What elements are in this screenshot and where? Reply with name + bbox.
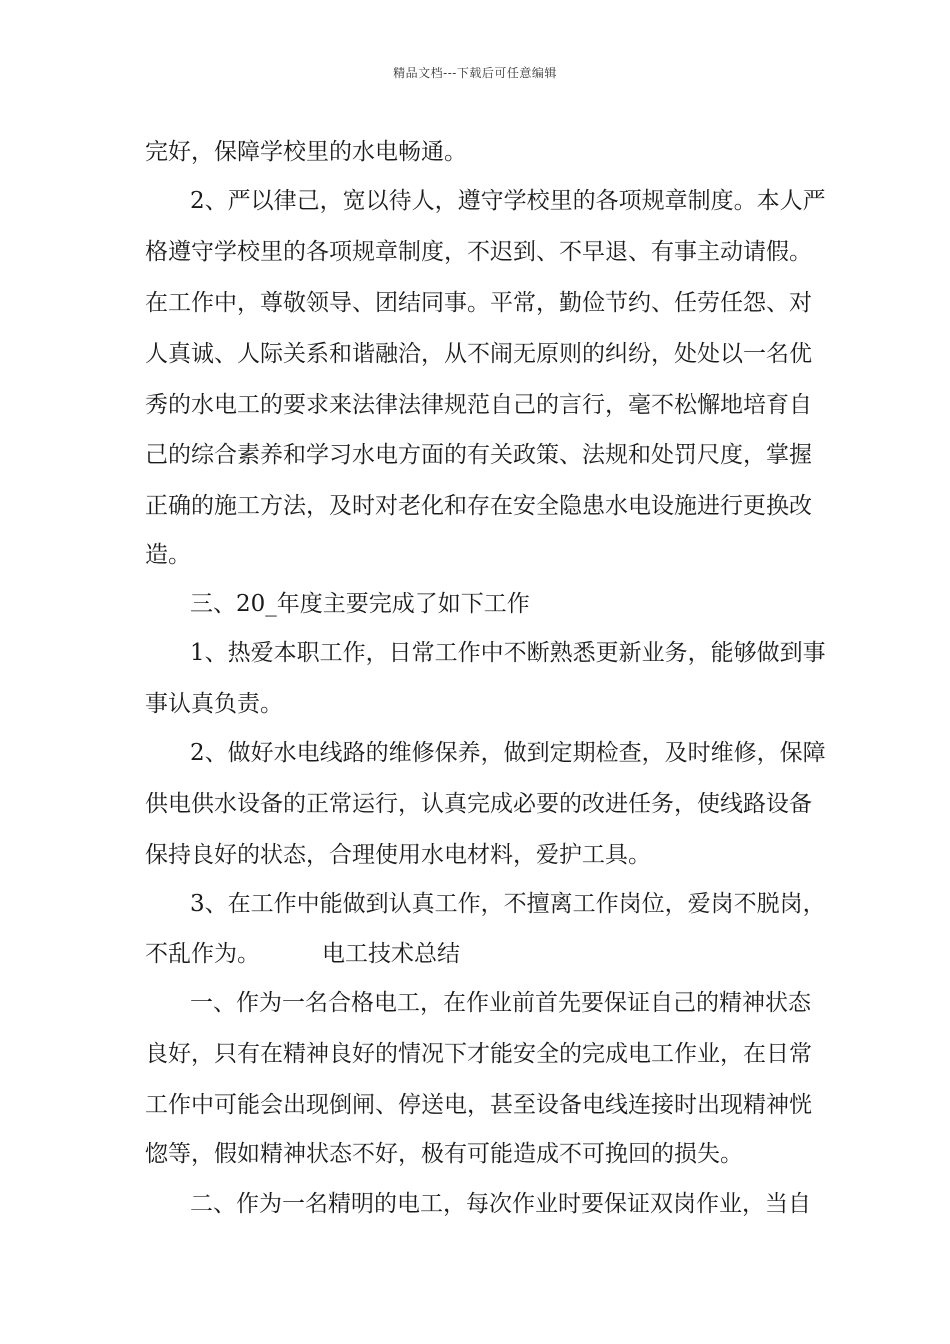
text-line-with-title — [145, 939, 460, 969]
text-line: 工作中可能会出现倒闸、停送电，甚至设备电线连接时出现精神恍 — [145, 1092, 812, 1118]
text-line: 己的综合素养和学习水电方面的有关政策、法规和处罚尺度，掌握 — [145, 442, 812, 468]
text-line: 2、做好水电线路的维修保养，做到定期检查，及时维修，保障 — [190, 740, 826, 766]
text-line: 正确的施工方法，及时对老化和存在安全隐患水电设施进行更换改 — [145, 493, 812, 519]
text-line: 良好，只有在精神良好的情况下才能安全的完成电工作业，在日常 — [145, 1041, 812, 1067]
text-line: 一、作为一名合格电工，在作业前首先要保证自己的精神状态 — [190, 990, 811, 1016]
section-heading: 三、20_年度主要完成了如下工作 — [190, 591, 530, 617]
text-line: 3、在工作中能做到认真工作，不擅离工作岗位，爱岗不脱岗， — [190, 891, 826, 917]
page-header: 精品文档---下载后可任意编辑 — [393, 66, 557, 80]
text-fragment: 不乱作为。 — [145, 941, 260, 967]
text-line: 惚等，假如精神状态不好，极有可能造成不可挽回的损失。 — [145, 1141, 743, 1167]
text-line: 保持良好的状态，合理使用水电材料，爱护工具。 — [145, 842, 651, 868]
document-title: 电工技术总结 — [322, 941, 460, 967]
text-line: 秀的水电工的要求来法律法律规范自己的言行，毫不松懈地培育自 — [145, 392, 812, 418]
text-line: 事认真负责。 — [145, 691, 283, 717]
text-line: 2、严以律己，宽以待人，遵守学校里的各项规章制度。本人严 — [190, 188, 826, 214]
text-line: 人真诚、人际关系和谐融洽，从不闹无原则的纠纷，处处以一名优 — [145, 341, 812, 367]
text-line: 二、作为一名精明的电工，每次作业时要保证双岗作业，当自 — [190, 1191, 811, 1217]
text-line: 格遵守学校里的各项规章制度，不迟到、不早退、有事主动请假。 — [145, 239, 812, 265]
text-line: 在工作中，尊敬领导、团结同事。平常，勤俭节约、任劳任怨、对 — [145, 290, 812, 316]
text-line: 完好，保障学校里的水电畅通。 — [145, 139, 467, 165]
text-line: 造。 — [145, 542, 191, 568]
text-line: 供电供水设备的正常运行，认真完成必要的改进任务，使线路设备 — [145, 791, 812, 817]
text-line: 1、热爱本职工作，日常工作中不断熟悉更新业务，能够做到事 — [190, 640, 826, 666]
